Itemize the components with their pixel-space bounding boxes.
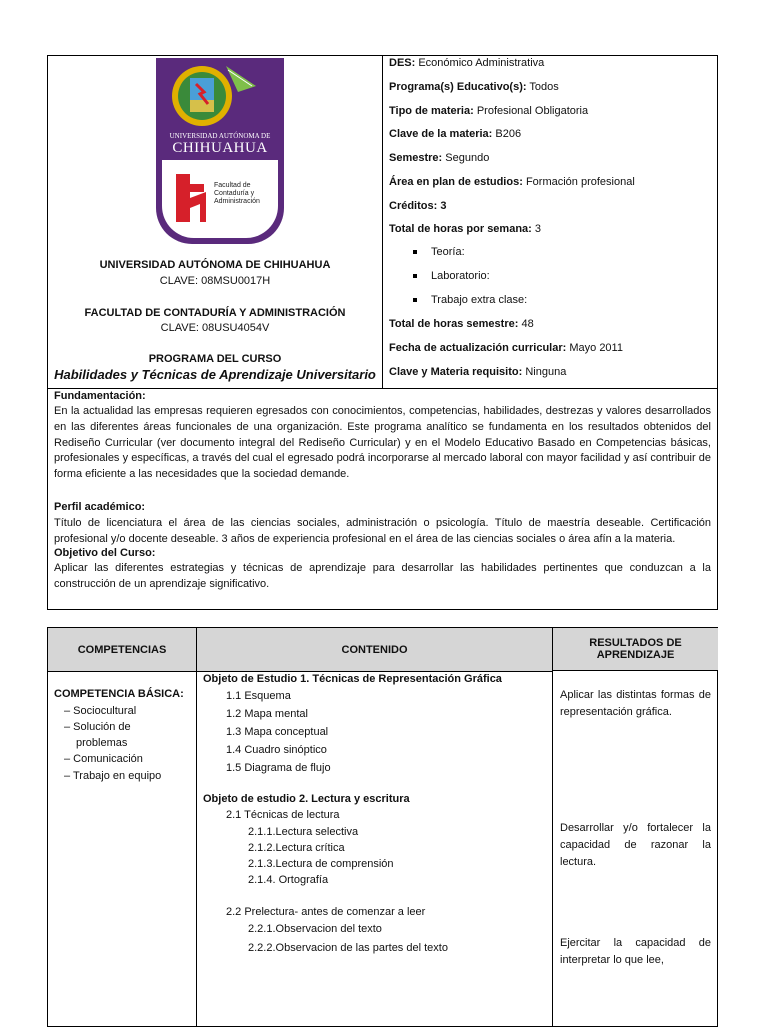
- field-semestre: [389, 152, 489, 164]
- course-description-box: [47, 388, 718, 610]
- header-divider: [382, 56, 383, 388]
- field-programas-value: Todos: [529, 81, 559, 93]
- objeto1-item: 1.3 Mapa conceptual: [226, 726, 329, 738]
- header-resultados: RESULTADOS DE APRENDIZAJE: [553, 628, 718, 671]
- objeto1-item: 1.2 Mapa mental: [226, 708, 308, 720]
- field-semestre-value: Segundo: [445, 152, 490, 164]
- field-area-label: Área en plan de estudios:: [389, 176, 523, 188]
- bullet-laboratorio: [413, 270, 490, 282]
- program-label: PROGRAMA DEL CURSO: [148, 353, 282, 365]
- field-horas-semana-value: 3: [534, 223, 542, 235]
- objetivo-heading: Objetivo del Curso:: [54, 547, 156, 559]
- logo-university-line2: CHIHUAHUA: [172, 140, 268, 156]
- bullet-teoria: [413, 246, 465, 258]
- header-contenido: CONTENIDO: [197, 628, 552, 672]
- field-fecha: [389, 342, 623, 354]
- field-horas-semana: [389, 223, 541, 235]
- column-divider: [552, 628, 553, 1026]
- bullet-icon: [413, 274, 417, 278]
- field-area-value: Formación profesional: [525, 176, 635, 188]
- objeto2-item: 2.2 Prelectura- antes de comenzar a leer: [226, 906, 426, 918]
- field-des-label: DES:: [389, 57, 416, 69]
- header-competencias: COMPETENCIAS: [48, 628, 196, 672]
- field-horas-semestre-value: 48: [521, 318, 534, 330]
- perfil-text: Título de licenciatura el área de las ciencias sociales, administración o psicología. Título de maestría deseable. Certificación profesional y/o docente deseable. 3 años de experiencia profesional en el área de las ciencias sociales o área afín a la materia.: [54, 517, 711, 545]
- competencia-item: – Sociocultural: [64, 705, 137, 717]
- objeto1-item: 1.5 Diagrama de flujo: [226, 762, 331, 774]
- field-requisito-label: Clave y Materia requisito:: [389, 366, 523, 378]
- objeto2-subitem: 2.1.2.Lectura crítica: [248, 842, 345, 854]
- field-des-value: Económico Administrativa: [418, 57, 545, 69]
- field-semestre-label: Semestre:: [389, 152, 443, 164]
- fundamentacion-text: En la actualidad las empresas requieren egresados con conocimientos, competencias, habilidades, destrezas y valores desarrollados en las diferentes áreas funcionales de una organización. Este programa analítico se fundamenta en los resultados obtenidos del Rediseño Curricular (ver documento integral del Rediseño Curricular) y en el Modelo Educativo Basado en Competencias básicas, profesionales y específicas, a través del cual el egresado podrá incorporarse al mercado laboral con mayor facilidad y así contribuir de forma eficiente a las necesidades que la sociedad demande.: [54, 405, 711, 481]
- field-tipo-value: Profesional Obligatoria: [476, 105, 589, 117]
- bullet-laboratorio-label: Laboratorio:: [431, 270, 490, 282]
- objeto1-item: 1.4 Cuadro sinóptico: [226, 744, 327, 756]
- faculty-name: FACULTAD DE CONTADURÍA Y ADMINISTRACIÓN: [84, 307, 346, 319]
- field-horas-semestre-label: Total de horas semestre:: [389, 318, 519, 330]
- university-logo: [156, 58, 284, 244]
- course-title: Habilidades y Técnicas de Aprendizaje Universitario: [54, 367, 376, 382]
- logo-faculty-text: [214, 182, 260, 206]
- field-fecha-label: Fecha de actualización curricular:: [389, 342, 567, 354]
- field-horas-semana-label: Total de horas por semana:: [389, 223, 532, 235]
- bullet-icon: [413, 298, 417, 302]
- objeto2-item: 2.1 Técnicas de lectura: [226, 809, 340, 821]
- field-requisito-value: Ninguna: [525, 366, 567, 378]
- course-header-table: [47, 55, 718, 389]
- objeto2-subitem: 2.2.2.Observacion de las partes del texto: [248, 942, 448, 954]
- objeto2-subitem: 2.1.3.Lectura de comprensión: [248, 858, 394, 870]
- objeto2-title: Objeto de estudio 2. Lectura y escritura: [203, 793, 410, 805]
- competencia-item: problemas: [76, 737, 128, 749]
- university-clave: CLAVE: 08MSU0017H: [159, 275, 271, 287]
- field-clave-label: Clave de la materia:: [389, 128, 493, 140]
- logo-faculty-line3: Administración: [214, 198, 260, 205]
- field-horas-semestre: [389, 318, 534, 330]
- competencia-title: COMPETENCIA BÁSICA:: [54, 688, 184, 700]
- objeto2-subitem: 2.1.1.Lectura selectiva: [248, 826, 359, 838]
- university-name: UNIVERSIDAD AUTÓNOMA DE CHIHUAHUA: [99, 259, 331, 271]
- faculty-clave: CLAVE: 08USU4054V: [160, 322, 270, 334]
- field-programas-label: Programa(s) Educativo(s):: [389, 81, 527, 93]
- objeto1-item: 1.1 Esquema: [226, 690, 291, 702]
- field-fecha-value: Mayo 2011: [569, 342, 623, 354]
- field-area: [389, 176, 635, 188]
- resultado-3: Ejercitar la capacidad de interpretar lo que lee,: [560, 937, 711, 966]
- field-des: [389, 57, 544, 69]
- objeto2-subitem: 2.1.4. Ortografía: [248, 874, 329, 886]
- competencias-table: [47, 627, 718, 1027]
- field-tipo: [389, 105, 588, 117]
- logo-faculty-line2: Contaduría y: [214, 190, 255, 197]
- faculty-emblem-icon: [176, 174, 208, 222]
- column-divider: [196, 628, 197, 1026]
- objeto1-title: Objeto de Estudio 1. Técnicas de Representación Gráfica: [203, 673, 502, 685]
- field-programas: [389, 81, 559, 93]
- bullet-teoria-label: Teoría:: [431, 246, 465, 258]
- field-tipo-label: Tipo de materia:: [389, 105, 474, 117]
- resultado-2: Desarrollar y/o fortalecer la capacidad de razonar la lectura.: [560, 822, 711, 868]
- objeto2-subitem: 2.2.1.Observacion del texto: [248, 923, 382, 935]
- field-creditos: [389, 200, 446, 212]
- logo-faculty-line1: Facultad de: [214, 182, 251, 189]
- field-clave: [389, 128, 521, 140]
- field-creditos-label: Créditos: 3: [389, 200, 447, 212]
- competencia-item: – Solución de: [64, 721, 131, 733]
- objetivo-text: Aplicar las diferentes estrategias y técnicas de aprendizaje para desarrollar las habilidades pertinentes que conduzcan a la construcción de un aprendizaje significativo.: [54, 562, 711, 590]
- bullet-extra-label: Trabajo extra clase:: [431, 294, 528, 306]
- bullet-extra: [413, 294, 527, 306]
- competencia-item: – Comunicación: [64, 753, 143, 765]
- resultado-1: Aplicar las distintas formas de representación gráfica.: [560, 689, 711, 718]
- perfil-heading: Perfil académico:: [54, 501, 146, 513]
- logo-university-line1: UNIVERSIDAD AUTÓNOMA DE: [169, 132, 271, 140]
- logo-faculty-panel: [162, 160, 278, 238]
- bullet-icon: [413, 250, 417, 254]
- field-requisito: [389, 366, 566, 378]
- field-clave-value: B206: [495, 128, 522, 140]
- fundamentacion-heading: Fundamentación:: [54, 390, 146, 402]
- competencia-item: – Trabajo en equipo: [64, 770, 162, 782]
